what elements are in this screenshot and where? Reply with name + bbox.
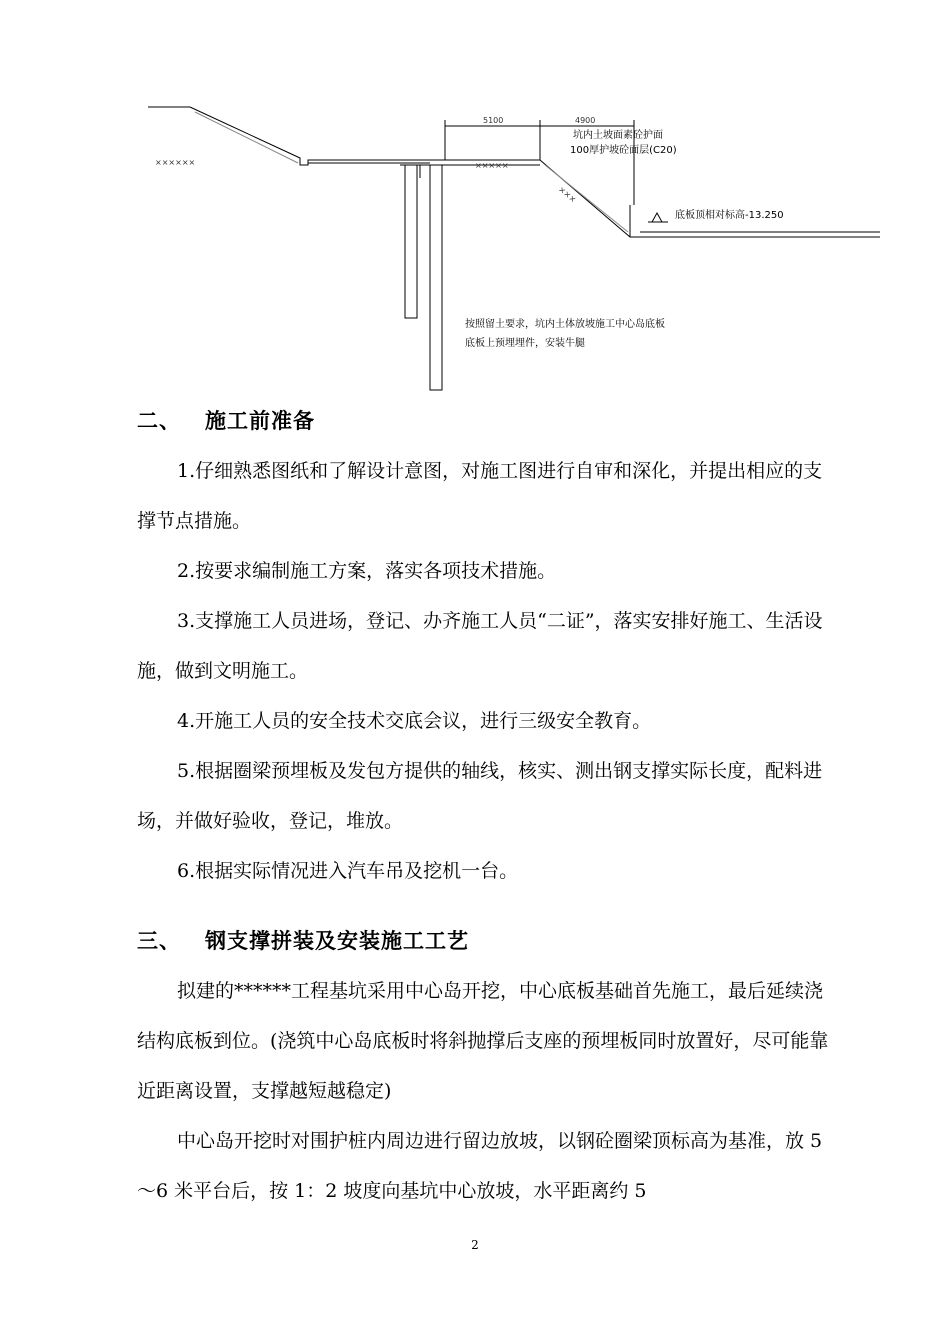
section-2-item-6: 6.根据实际情况进入汽车吊及挖机一台。 [177,860,519,882]
soil-hatch-right: ××× [556,184,578,205]
note-slab-elevation: 底板顶相对标高-13.250 [675,210,784,221]
dimension-5100: 5100 [483,116,504,125]
section-2-heading [137,405,315,435]
section-3-heading [137,925,469,955]
dimension-4900: 4900 [575,116,596,125]
note-construction-1: 按照留土要求，坑内土体放坡施工中心岛底板 [465,319,665,330]
right-slope [540,160,880,237]
section-3-number: 三、 [137,928,181,953]
left-slope-inner [195,112,298,163]
elevation-marker [652,213,662,222]
note-slope-protection: 坑内土坡面素砼护面 [573,130,663,141]
excavation-slope-drawing [0,0,950,400]
page-number: 2 [471,1238,479,1252]
section-3-paragraph-1: 拟建的******工程基坑采用中心岛开挖，中心底板基础首先施工，最后延续浇结构底板到位。(浇筑中心岛底板时将斜抛撑后支座的预埋板同时放置好，尽可能靠近距离设置，支撑越短越稳定) [137,980,829,1102]
section-3-title: 钢支撑拼装及安装施工工艺 [205,928,469,953]
section-2-item-4: 4.开施工人员的安全技术交底会议，进行三级安全教育。 [177,710,652,732]
retaining-pile-1 [405,165,417,318]
section-3-paragraph-2: 中心岛开挖时对围护桩内周边进行留边放坡，以钢砼圈梁顶标高为基准，放 5～6 米平台后，按 1：2 坡度向基坑中心放坡，水平距离约 5 [137,1130,823,1202]
right-slope-inner [545,165,628,232]
retaining-pile-2 [430,165,442,390]
section-2-number: 二、 [137,408,181,433]
note-concrete-layer: 100厚护坡砼面层(C20) [570,145,677,156]
section-2-title: 施工前准备 [205,408,315,433]
section-diagram [0,0,950,400]
section-2-item-5: 5.根据圈梁预埋板及发包方提供的轴线，核实、测出钢支撑实际长度，配料进场，并做好验收，登记，堆放。 [137,760,823,832]
section-2-item-2: 2.按要求编制施工方案，落实各项技术措施。 [177,560,557,582]
left-slope [190,107,430,165]
section-2-item-3: 3.支撑施工人员进场，登记、办齐施工人员“二证”，落实安排好施工、生活设施，做到文明施工。 [137,610,823,682]
section-2-item-1: 1.仔细熟悉图纸和了解设计意图，对施工图进行自审和深化，并提出相应的支撑节点措施。 [137,460,823,532]
soil-hatch-mid: ××××× [475,161,509,170]
soil-hatch-left: ×××××× [155,158,196,167]
note-construction-2: 底板上预埋埋件，安装牛腿 [465,338,585,349]
